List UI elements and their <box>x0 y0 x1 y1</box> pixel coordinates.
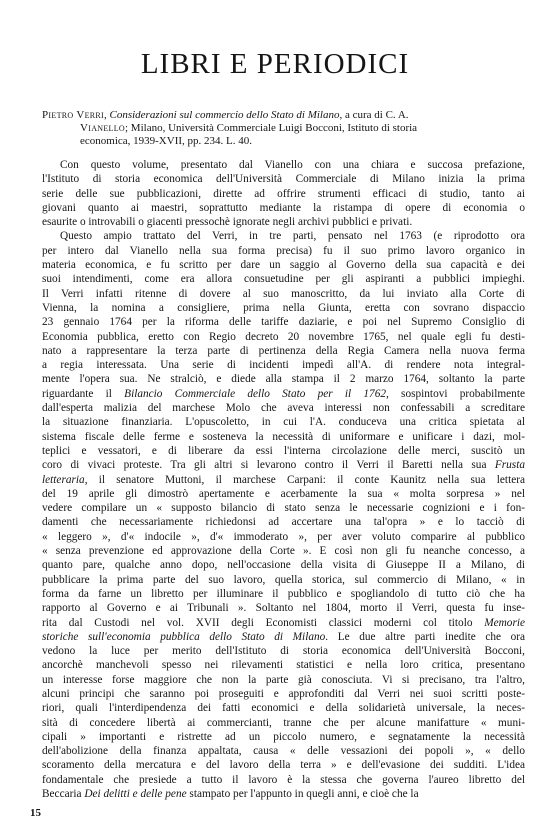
body-line: damenti che necessariamente richiedonsi ad accertare una tal'opra » e lo tacciò di <box>42 516 525 529</box>
reference-author: Pietro Verri <box>42 109 104 121</box>
body-line: rita dal Custodi nel vol. XVII degli Economisti classici moderni col titolo Memorie <box>42 616 525 629</box>
body-line: riguardante il Bilancio Commerciale dello Stato per il 1762, sospintovi probabilmente <box>42 387 525 400</box>
body-line: Vienna, la nomina a consigliere, prima nella Giunta, eretta con sovrano dispaccio <box>42 301 525 314</box>
body-line: sistema fiscale delle ferme e sosteneva la necessità di uniformare e unificare i dazi, mol- <box>42 430 525 443</box>
body-line: esaurite o introvabili o giacenti pressochè ignorate negli archivi pubblici e privati. <box>42 216 413 229</box>
body-line: materia economica, e fu scritto per dare un saggio al Governo della sua capacità e dei <box>42 259 525 272</box>
body-line: scoramento della mercatura e del lavoro della terra » e dell'evasione dei sudditi. L'idea <box>42 759 525 772</box>
body-line: teplici e vessatori, e di liberare da essi l'interna circolazione delle merci, suscitò un <box>42 444 525 457</box>
body-line: quanto pare, qualche anno dopo, nell'occasione della visita di Giuseppe II a Milano, di <box>42 559 525 572</box>
body-line: storiche sull'economia pubblica dello Stato di Milano. Le due altre parti inedite che ora <box>42 630 525 643</box>
body-line: dall'esperta malizia del marchese Molo che aveva interessi non confessabili a screditare <box>42 402 525 415</box>
body-line: del 19 aprile gli dimostrò apertamente e acerbamente la sua « molta sorpresa » nel <box>42 487 525 500</box>
reference-editor: Vianello <box>80 122 125 134</box>
reference-line-1: Pietro Verri, Considerazioni sul commercio dello Stato di Milano, a cura di C. A. <box>42 109 409 121</box>
body-line: alcuni principi che saranno poi proseguiti e approfonditi dal Verri nei suoi scritti poste- <box>42 687 525 700</box>
reference-work-title: Considerazioni sul commercio dello Stato di Milano <box>109 109 340 121</box>
body-line: pubblicare la prima parte del suo lavoro, quella storica, sul commercio di Milano, « in <box>42 573 525 586</box>
body-line: Il Verri infatti ritenne di dovere al suo manoscritto, da lui inviato alla Corte di <box>42 287 525 300</box>
body-line: coro di vivaci proteste. Tra gli altri si levarono contro il Verri il Baretti nella sua Frusta <box>42 459 525 472</box>
body-line: nato a rappresentare la terza parte di pertinenza della Regia Camera nella nuova ferma <box>42 344 525 357</box>
italic-title: Frusta <box>494 459 525 472</box>
reference-line-3 <box>42 135 523 148</box>
body-line: giovani quanto ai maestri, soprattutto mediante la ristampa di opere di economia o <box>42 201 525 214</box>
italic-title: storiche sull'economia pubblica dello Stato di Milano <box>42 630 326 643</box>
body-line: per intero dal Vianello nella sua forma precisa) fu il suo primo lavoro organico in <box>42 244 525 257</box>
body-line: cipali » importanti e ristrette ad un piccolo numero, e segnatamente la necessità <box>42 730 525 743</box>
body-line: Economia pubblica, eretto con Regio decreto 20 novembre 1765, nel quale egli fu desti- <box>42 330 525 343</box>
review-body <box>42 158 525 801</box>
body-line: Beccaria Dei delitti e delle pene stampato per l'appunto in quegli anni, e cioè che la <box>42 788 419 801</box>
body-line: 23 gennaio 1764 per la riforma delle tariffe daziarie, e poi nel Supremo Consiglio di <box>42 316 525 329</box>
reference-imprint: economica, 1939-XVII, pp. 234. L. 40. <box>80 135 252 147</box>
body-line: vedere compilare un « supposto bilancio di stato senza le necessarie cognizioni e i fon- <box>42 502 525 515</box>
reference-editor-prefix: , a cura di C. A. <box>339 109 409 121</box>
body-line: letteraria, il senatore Muttoni, il marchese Carpani: il conte Kaunitz nella sua lettera <box>42 473 525 486</box>
body-line: l'Istituto di storia economica dell'Università Commerciale di Milano inizia la prima <box>42 173 525 186</box>
body-line: rapporto al Governo e ai Tribunali ». Soltanto nel 1804, morto il Verri, questa fu inse- <box>42 602 525 615</box>
body-line: « leggero », d'« indocile », d'« immoderato », per aver voluto comparire al pubblico <box>42 530 525 543</box>
body-line: mente l'opera sua. Ne stralciò, e diede alla stampa il 2 marzo 1764, soltanto la parte <box>42 373 525 386</box>
body-line: « senza prevenzione ed approvazione della Corte ». E così non gli fu neanche concesso, a <box>42 545 525 558</box>
page-number: 15 <box>30 807 41 819</box>
page-title: LIBRI E PERIODICI <box>140 48 410 80</box>
body-line: vedono la luce per merito dell'Istituto di storia economica dell'Università Bocconi, <box>42 645 525 658</box>
italic-title: letteraria <box>42 473 85 486</box>
body-line: la situazione finanziaria. L'opuscoletto, in cui l'A. conduceva una critica spietata al <box>42 416 525 429</box>
body-line: un interesse forse maggiore che non la parte già conosciuta. Vi si precisano, tra l'altro, <box>42 673 525 686</box>
body-line: ancorchè manchevoli spesso nei rilevamenti statistici e nella loro critica, presentano <box>42 659 525 672</box>
italic-title: Memorie <box>484 616 525 629</box>
body-line: dell'abolizione della finanza appaltata, causa « delle vessazioni dei popoli », « dello <box>42 745 525 758</box>
body-line: Con questo volume, presentato dal Vianello con una chiara e succosa prefazione, <box>60 159 525 171</box>
body-line: suoi intendimenti, come era allora consuetudine per gli aspiranti a pubblici impieghi. <box>42 273 525 286</box>
italic-title: Bilancio Commerciale dello Stato per il 1762 <box>124 387 386 400</box>
italic-title: Dei delitti e delle pene <box>84 788 187 801</box>
body-line: sità di concedere libertà ai commercianti, tranne che per alcune manifatture « muni- <box>42 716 525 729</box>
body-line: riori, quali l'interdipendenza dei fatti economici e della solidarietà universale, la neces- <box>42 702 525 715</box>
body-line: a regia interessata. Una serie di incidenti impedì all'A. di rendere nota integral- <box>42 359 525 372</box>
reference-publisher: ; Milano, Università Commerciale Luigi Bocconi, Istituto di storia <box>125 122 418 134</box>
body-line: Questo ampio trattato del Verri, in tre parti, pensato nel 1763 (e riprodotto ora <box>60 230 525 243</box>
body-line: serie delle sue pubblicazioni, dirette ad offrire strumenti efficaci di studio, tanto ai <box>42 187 525 200</box>
body-line: forma da farne un libretto per illuminare il pubblico e spogliandolo di tutto ciò che ha <box>42 587 525 600</box>
reference-line-2 <box>42 122 523 135</box>
body-line: fondamentale che presiede a tutto il lavoro è la stessa che governa l'aureo libretto del <box>42 773 525 786</box>
bibliographic-reference <box>42 109 523 148</box>
